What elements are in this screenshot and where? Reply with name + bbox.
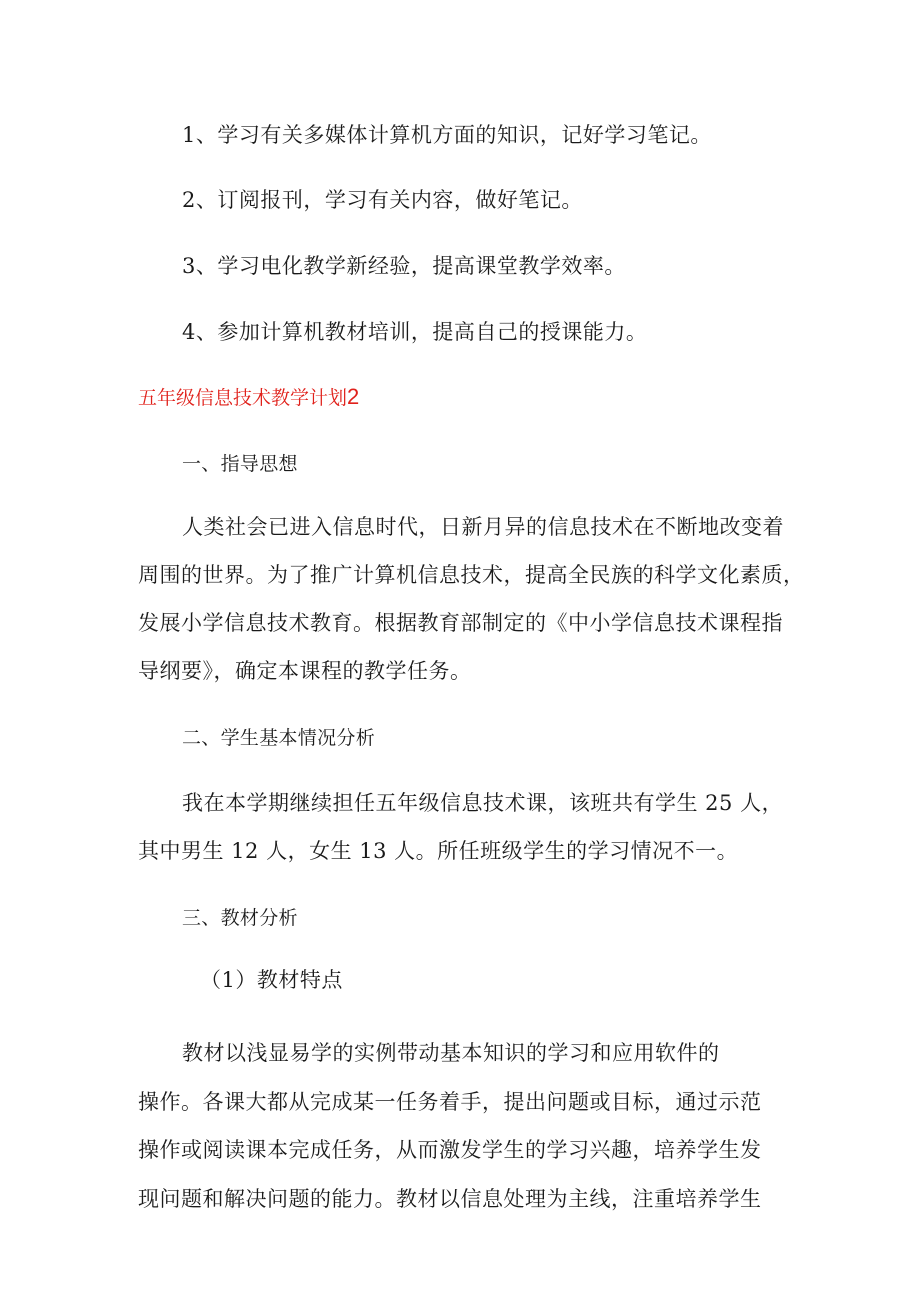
paragraph-line: 教材以浅显易学的实例带动基本知识的学习和应用软件的 — [182, 1041, 720, 1065]
paragraph-line: 现问题和解决问题的能力。教材以信息处理为主线，注重培养学生 — [138, 1187, 762, 1211]
paragraph-line: 人类社会已进入信息时代，日新月异的信息技术在不断地改变着 — [182, 515, 784, 539]
list-item: 4、参加计算机教材培训，提高自己的授课能力。 — [182, 320, 648, 344]
paragraph-line: 发展小学信息技术教育。根据教育部制定的《中小学信息技术课程指 — [138, 611, 783, 635]
paragraph-line: 周围的世界。为了推广计算机信息技术，提高全民族的科学文化素质， — [138, 563, 805, 587]
paragraph-line: 导纲要》，确定本课程的教学任务。 — [138, 659, 472, 683]
heading-text: 五年级信息技术教学计划 — [138, 387, 348, 409]
subsection-title: （1）教材特点 — [200, 968, 343, 992]
paragraph-line: 操作或阅读课本完成任务，从而激发学生的学习兴趣，培养学生发 — [138, 1138, 762, 1162]
paragraph-line: 我在本学期继续担任五年级信息技术课，该班共有学生 25 人， — [182, 791, 784, 815]
document-heading — [138, 382, 359, 413]
heading-number: 2 — [347, 384, 360, 409]
section-title: 一、指导思想 — [182, 453, 298, 475]
section-title: 三、教材分析 — [182, 907, 298, 929]
list-item: 1、学习有关多媒体计算机方面的知识，记好学习笔记。 — [182, 123, 712, 147]
paragraph-line: 其中男生 12 人，女生 13 人。所任班级学生的学习情况不一。 — [138, 839, 739, 863]
list-item: 2、订阅报刊，学习有关内容，做好笔记。 — [182, 188, 583, 212]
section-title: 二、学生基本情况分析 — [182, 727, 376, 749]
paragraph-line: 操作。各课大都从完成某一任务着手，提出问题或目标，通过示范 — [138, 1090, 762, 1114]
list-item: 3、学习电化教学新经验，提高课堂教学效率。 — [182, 254, 626, 278]
